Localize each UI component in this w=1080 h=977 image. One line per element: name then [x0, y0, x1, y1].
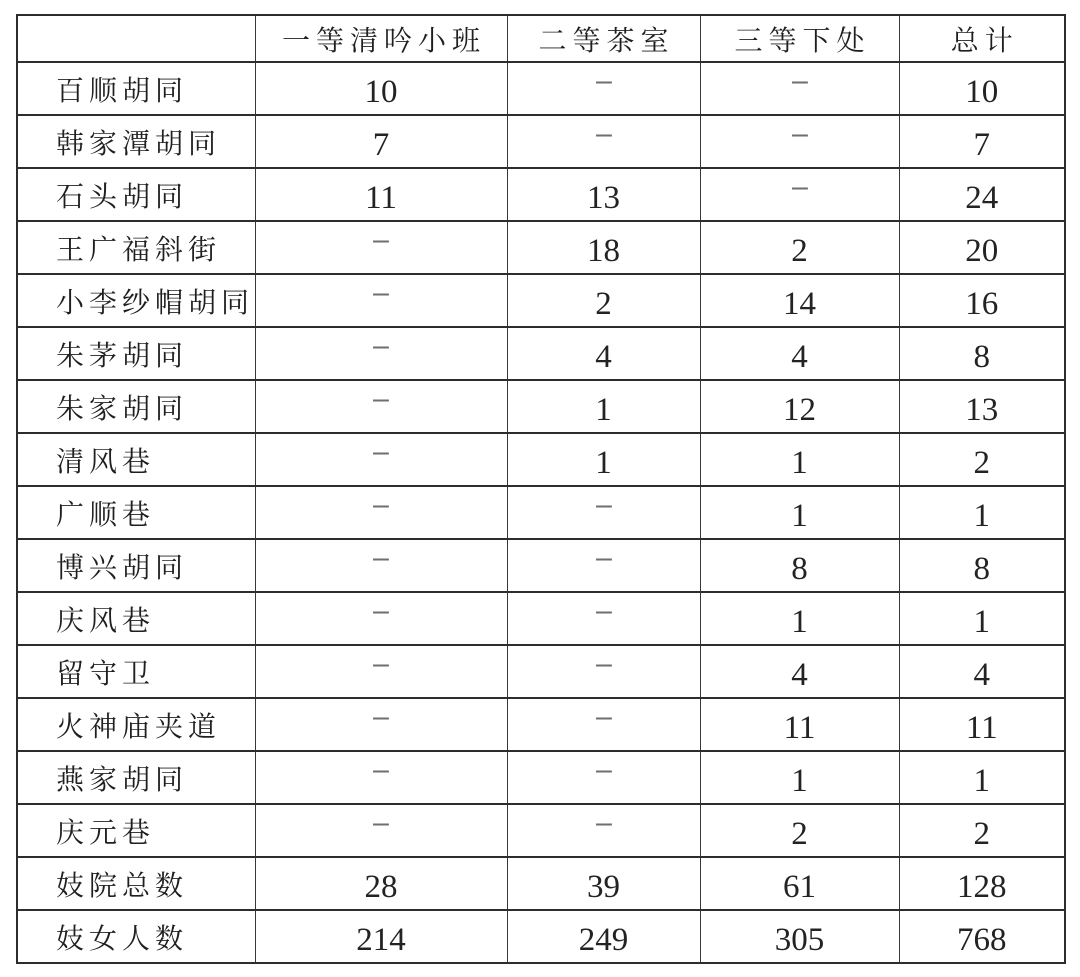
- table-cell: [507, 433, 700, 486]
- cell-value: 10: [965, 74, 999, 110]
- cell-value: 4: [791, 657, 808, 693]
- column-header: 二等茶室: [507, 15, 700, 62]
- cell-value: 1: [791, 445, 808, 481]
- cell-value: 39: [587, 869, 620, 905]
- cell-value: 11: [365, 180, 397, 216]
- table-header: [17, 15, 1065, 62]
- table-cell: [255, 698, 507, 751]
- table-cell: [700, 221, 899, 274]
- table-cell: [507, 380, 700, 433]
- table-cell: [899, 486, 1065, 539]
- table-cell: [255, 115, 507, 168]
- column-header: 一等清吟小班: [255, 15, 507, 62]
- table-cell: [899, 433, 1065, 486]
- table-row: [17, 115, 1065, 168]
- table-row: [17, 857, 1065, 910]
- empty-value-dash: –: [373, 594, 389, 626]
- empty-value-dash: –: [595, 64, 612, 96]
- cell-value: 2: [791, 816, 808, 852]
- table-row: [17, 274, 1065, 327]
- cell-value: 11: [783, 710, 816, 746]
- empty-value-dash: –: [791, 64, 808, 96]
- cell-value: 8: [791, 551, 808, 587]
- cell-value: 2: [973, 445, 990, 481]
- table-cell: [507, 62, 700, 115]
- empty-value-dash: –: [373, 435, 389, 467]
- cell-value: 24: [965, 180, 999, 216]
- empty-value-dash: –: [791, 117, 808, 149]
- table-cell: [255, 433, 507, 486]
- empty-value-dash: –: [595, 806, 612, 838]
- table-cell: [700, 380, 899, 433]
- row-label: 朱茅胡同: [17, 327, 255, 380]
- cell-value: 1: [973, 763, 990, 799]
- row-label: 燕家胡同: [17, 751, 255, 804]
- table-cell: [507, 539, 700, 592]
- row-label: 火神庙夹道: [17, 698, 255, 751]
- cell-value: 14: [783, 286, 816, 322]
- table-row: [17, 910, 1065, 963]
- row-label: 庆风巷: [17, 592, 255, 645]
- cell-value: 16: [965, 286, 999, 322]
- table-cell: [700, 327, 899, 380]
- table-row: [17, 62, 1065, 115]
- empty-value-dash: –: [373, 382, 389, 414]
- table-cell: [700, 539, 899, 592]
- table-cell: [255, 168, 507, 221]
- cell-value: 249: [578, 922, 629, 958]
- table-row: [17, 486, 1065, 539]
- empty-value-dash: –: [373, 541, 389, 573]
- table-cell: [255, 486, 507, 539]
- cell-value: 4: [595, 339, 612, 375]
- row-label: 广顺巷: [17, 486, 255, 539]
- cell-value: 4: [791, 339, 808, 375]
- table-cell: [507, 274, 700, 327]
- table-cell: [700, 62, 899, 115]
- table-cell: [255, 380, 507, 433]
- table-cell: [700, 804, 899, 857]
- table-cell: [899, 910, 1065, 963]
- table-row: [17, 804, 1065, 857]
- table-cell: [255, 62, 507, 115]
- table-cell: [700, 857, 899, 910]
- table-cell: [255, 327, 507, 380]
- row-label: 王广福斜街: [17, 221, 255, 274]
- table-cell: [255, 910, 507, 963]
- table-row: [17, 168, 1065, 221]
- cell-value: 7: [372, 127, 390, 163]
- cell-value: 7: [973, 127, 990, 163]
- row-label: 妓女人数: [17, 910, 255, 963]
- table-cell: [700, 274, 899, 327]
- empty-value-dash: –: [373, 753, 389, 785]
- row-label: 朱家胡同: [17, 380, 255, 433]
- table-row: [17, 433, 1065, 486]
- cell-value: 20: [965, 233, 999, 269]
- table-cell: [899, 804, 1065, 857]
- column-header: 三等下处: [700, 15, 899, 62]
- empty-value-dash: –: [595, 488, 612, 520]
- table-cell: [899, 62, 1065, 115]
- table-cell: [507, 857, 700, 910]
- row-label: 清风巷: [17, 433, 255, 486]
- empty-value-dash: –: [373, 806, 389, 838]
- table-cell: [700, 433, 899, 486]
- cell-value: 8: [973, 551, 990, 587]
- empty-value-dash: –: [373, 276, 389, 308]
- cell-value: 1: [595, 445, 612, 481]
- cell-value: 61: [783, 869, 816, 905]
- table-cell: [899, 115, 1065, 168]
- table-cell: [899, 751, 1065, 804]
- cell-value: 11: [965, 710, 998, 746]
- table-cell: [255, 592, 507, 645]
- table-cell: [899, 221, 1065, 274]
- cell-value: 2: [791, 233, 808, 269]
- table-cell: [899, 274, 1065, 327]
- table-cell: [899, 327, 1065, 380]
- table-row: [17, 221, 1065, 274]
- table-cell: [700, 486, 899, 539]
- table-cell: [899, 857, 1065, 910]
- table-row: [17, 380, 1065, 433]
- cell-value: 1: [791, 604, 808, 640]
- row-label: 庆元巷: [17, 804, 255, 857]
- table-cell: [700, 751, 899, 804]
- row-label: 石头胡同: [17, 168, 255, 221]
- cell-value: 305: [774, 922, 825, 958]
- cell-value: 1: [973, 498, 990, 534]
- table-cell: [507, 698, 700, 751]
- table-cell: [507, 910, 700, 963]
- table-body: [17, 62, 1065, 963]
- table-cell: [700, 698, 899, 751]
- table-cell: [899, 168, 1065, 221]
- table-cell: [899, 592, 1065, 645]
- table-cell: [507, 486, 700, 539]
- empty-value-dash: –: [791, 170, 808, 202]
- cell-value: 128: [957, 869, 1007, 905]
- table-cell: [507, 592, 700, 645]
- empty-value-dash: –: [373, 647, 389, 679]
- table-cell: [899, 645, 1065, 698]
- cell-value: 1: [973, 604, 990, 640]
- row-label: 韩家潭胡同: [17, 115, 255, 168]
- empty-value-dash: –: [595, 541, 612, 573]
- cell-value: 2: [595, 286, 612, 322]
- table-cell: [899, 698, 1065, 751]
- empty-value-dash: –: [595, 594, 612, 626]
- cell-value: 13: [587, 180, 620, 216]
- table-row: [17, 592, 1065, 645]
- row-label: 留守卫: [17, 645, 255, 698]
- empty-value-dash: –: [595, 700, 612, 732]
- row-label: 妓院总数: [17, 857, 255, 910]
- cell-value: 1: [595, 392, 612, 428]
- table-cell: [899, 539, 1065, 592]
- empty-value-dash: –: [373, 488, 389, 520]
- table-cell: [255, 751, 507, 804]
- table-cell: [507, 804, 700, 857]
- cell-value: 12: [783, 392, 816, 428]
- row-label: 小李纱帽胡同: [17, 274, 255, 327]
- table-cell: [255, 645, 507, 698]
- table-cell: [700, 592, 899, 645]
- table-cell: [507, 115, 700, 168]
- empty-value-dash: –: [595, 647, 612, 679]
- table-cell: [507, 645, 700, 698]
- cell-value: 13: [965, 392, 999, 428]
- cell-value: 1: [791, 498, 808, 534]
- empty-value-dash: –: [373, 223, 389, 255]
- header-row: [17, 15, 1065, 62]
- cell-value: 768: [957, 922, 1007, 958]
- table-row: [17, 751, 1065, 804]
- table-cell: [700, 115, 899, 168]
- cell-value: 4: [973, 657, 990, 693]
- table-cell: [507, 751, 700, 804]
- empty-value-dash: –: [595, 117, 612, 149]
- table-row: [17, 645, 1065, 698]
- table-cell: [507, 168, 700, 221]
- cell-value: 2: [973, 816, 990, 852]
- cell-value: 1: [791, 763, 808, 799]
- empty-value-dash: –: [373, 700, 389, 732]
- column-header: 总计: [899, 15, 1065, 62]
- table-cell: [700, 910, 899, 963]
- table-cell: [255, 221, 507, 274]
- cell-value: 10: [364, 74, 398, 110]
- table-row: [17, 698, 1065, 751]
- table-cell: [255, 804, 507, 857]
- cell-value: 214: [356, 922, 406, 958]
- empty-value-dash: –: [595, 753, 612, 785]
- cell-value: 18: [587, 233, 620, 269]
- table-cell: [255, 274, 507, 327]
- cell-value: 28: [364, 869, 398, 905]
- table-cell: [507, 221, 700, 274]
- table-row: [17, 327, 1065, 380]
- row-label: 博兴胡同: [17, 539, 255, 592]
- statistics-table: [16, 14, 1066, 964]
- table-row: [17, 539, 1065, 592]
- cell-value: 8: [973, 339, 990, 375]
- row-label: 百顺胡同: [17, 62, 255, 115]
- table-cell: [899, 380, 1065, 433]
- table-cell: [255, 539, 507, 592]
- empty-value-dash: –: [373, 329, 389, 361]
- table-cell: [700, 168, 899, 221]
- table-cell: [255, 857, 507, 910]
- table-cell: [507, 327, 700, 380]
- corner-cell: [17, 15, 255, 62]
- table-cell: [700, 645, 899, 698]
